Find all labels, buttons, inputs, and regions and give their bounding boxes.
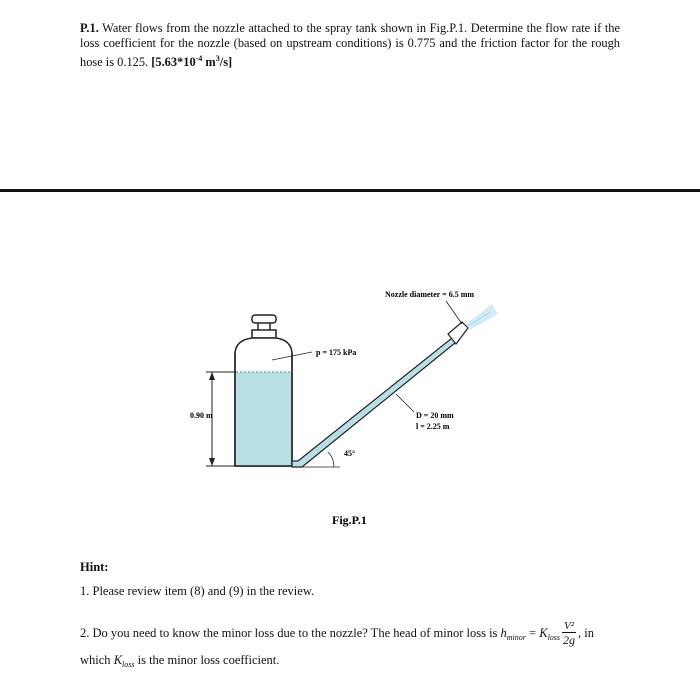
tank-cap: [252, 330, 276, 338]
length-label: l = 2.25 m: [416, 422, 450, 431]
pressure-label: p = 175 kPa: [316, 348, 357, 357]
hint-item-3: which $K_{loss}$ is the minor loss coefficient.: [80, 653, 280, 669]
figure-caption: Fig.P.1: [332, 513, 367, 527]
diameter-label: D = 20 mm: [416, 411, 454, 420]
angle-label: 45°: [344, 449, 356, 458]
tank-water: [236, 372, 291, 466]
tank-handle: [252, 315, 276, 323]
problem-id: P.1.: [80, 21, 99, 35]
nozzle-label: Nozzle diameter = 6.5 mm: [385, 290, 475, 299]
problem-text: Water flows from the nozzle attached to the spray tank shown in Fig.P.1. Determine the flow rate if the loss coefficient for the nozzle (based on upstream conditions) is 0.775 and the friction factor for the rough hose is 0.125.: [80, 21, 620, 70]
fraction: $\frac{\text{V²}}{2g}$: [563, 620, 576, 647]
hint-item-1: 1. Please review item (8) and (9) in the review.: [80, 584, 315, 598]
hint-title: Hint:: [80, 560, 109, 574]
hose: [292, 338, 455, 467]
hint-item-2: 2. Do you need to know the minor loss due to the nozzle? The head of minor loss is $h_{minor} = K_{loss}$ $\frac{\text{V²}}{2g}$ , in: [80, 620, 595, 647]
height-label: 0.90 m: [190, 411, 213, 420]
answer: [$5.63*10^{-4}$ $m^3/s$]: [151, 54, 233, 70]
